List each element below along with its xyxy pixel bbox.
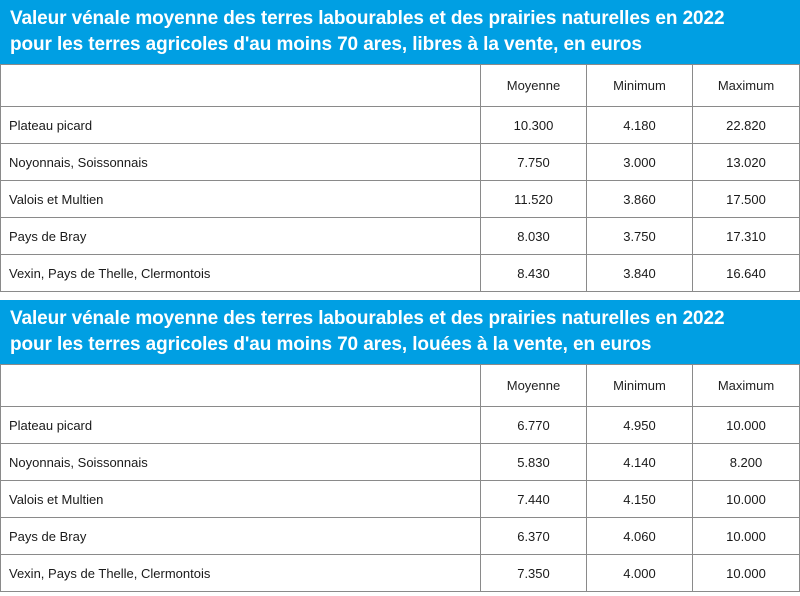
cell-minimum: 3.000 bbox=[587, 144, 693, 181]
cell-maximum: 10.000 bbox=[693, 555, 800, 592]
cell-moyenne: 7.440 bbox=[481, 481, 587, 518]
table-block-libres bbox=[0, 0, 800, 292]
cell-maximum: 8.200 bbox=[693, 444, 800, 481]
cell-moyenne: 5.830 bbox=[481, 444, 587, 481]
cell-minimum: 4.060 bbox=[587, 518, 693, 555]
cell-region: Noyonnais, Soissonnais bbox=[1, 144, 481, 181]
column-header-minimum: Minimum bbox=[587, 365, 693, 407]
table-title-line-1: Valeur vénale moyenne des terres labourables et des prairies naturelles en 2022 bbox=[10, 308, 725, 329]
cell-moyenne: 11.520 bbox=[481, 181, 587, 218]
table-title-line-1: Valeur vénale moyenne des terres labourables et des prairies naturelles en 2022 bbox=[10, 8, 725, 29]
cell-minimum: 3.860 bbox=[587, 181, 693, 218]
column-header-maximum: Maximum bbox=[693, 65, 800, 107]
cell-maximum: 22.820 bbox=[693, 107, 800, 144]
table-row bbox=[1, 218, 800, 255]
table-row bbox=[1, 444, 800, 481]
cell-region: Plateau picard bbox=[1, 407, 481, 444]
cell-region: Plateau picard bbox=[1, 107, 481, 144]
cell-maximum: 13.020 bbox=[693, 144, 800, 181]
cell-maximum: 10.000 bbox=[693, 518, 800, 555]
cell-minimum: 4.000 bbox=[587, 555, 693, 592]
table-header-row bbox=[1, 365, 800, 407]
cell-maximum: 17.500 bbox=[693, 181, 800, 218]
cell-maximum: 16.640 bbox=[693, 255, 800, 292]
column-header-moyenne: Moyenne bbox=[481, 365, 587, 407]
cell-minimum: 4.140 bbox=[587, 444, 693, 481]
table-title-line-2: pour les terres agricoles d'au moins 70 ares, libres à la vente, en euros bbox=[10, 34, 642, 55]
cell-region: Valois et Multien bbox=[1, 181, 481, 218]
cell-maximum: 10.000 bbox=[693, 481, 800, 518]
cell-region: Pays de Bray bbox=[1, 218, 481, 255]
cell-minimum: 3.750 bbox=[587, 218, 693, 255]
cell-minimum: 3.840 bbox=[587, 255, 693, 292]
table-header-row bbox=[1, 65, 800, 107]
cell-moyenne: 8.430 bbox=[481, 255, 587, 292]
cell-moyenne: 7.750 bbox=[481, 144, 587, 181]
cell-region: Valois et Multien bbox=[1, 481, 481, 518]
column-header-minimum: Minimum bbox=[587, 65, 693, 107]
cell-region: Pays de Bray bbox=[1, 518, 481, 555]
table-title-bar bbox=[0, 300, 800, 364]
table-row bbox=[1, 107, 800, 144]
cell-minimum: 4.180 bbox=[587, 107, 693, 144]
data-table bbox=[0, 364, 800, 592]
table-row bbox=[1, 518, 800, 555]
column-header-region bbox=[1, 65, 481, 107]
table-row bbox=[1, 181, 800, 218]
column-header-maximum: Maximum bbox=[693, 365, 800, 407]
cell-moyenne: 6.770 bbox=[481, 407, 587, 444]
table-title-line-2: pour les terres agricoles d'au moins 70 ares, louées à la vente, en euros bbox=[10, 334, 652, 355]
table-row bbox=[1, 407, 800, 444]
table-row bbox=[1, 555, 800, 592]
cell-maximum: 10.000 bbox=[693, 407, 800, 444]
table-row bbox=[1, 144, 800, 181]
column-header-region bbox=[1, 365, 481, 407]
cell-region: Vexin, Pays de Thelle, Clermontois bbox=[1, 555, 481, 592]
cell-moyenne: 6.370 bbox=[481, 518, 587, 555]
table-row bbox=[1, 255, 800, 292]
table-row bbox=[1, 481, 800, 518]
column-header-moyenne: Moyenne bbox=[481, 65, 587, 107]
cell-moyenne: 10.300 bbox=[481, 107, 587, 144]
cell-moyenne: 8.030 bbox=[481, 218, 587, 255]
cell-region: Noyonnais, Soissonnais bbox=[1, 444, 481, 481]
cell-maximum: 17.310 bbox=[693, 218, 800, 255]
table-title-bar bbox=[0, 0, 800, 64]
cell-minimum: 4.150 bbox=[587, 481, 693, 518]
data-table bbox=[0, 64, 800, 292]
cell-region: Vexin, Pays de Thelle, Clermontois bbox=[1, 255, 481, 292]
cell-minimum: 4.950 bbox=[587, 407, 693, 444]
cell-moyenne: 7.350 bbox=[481, 555, 587, 592]
table-block-louees bbox=[0, 300, 800, 592]
